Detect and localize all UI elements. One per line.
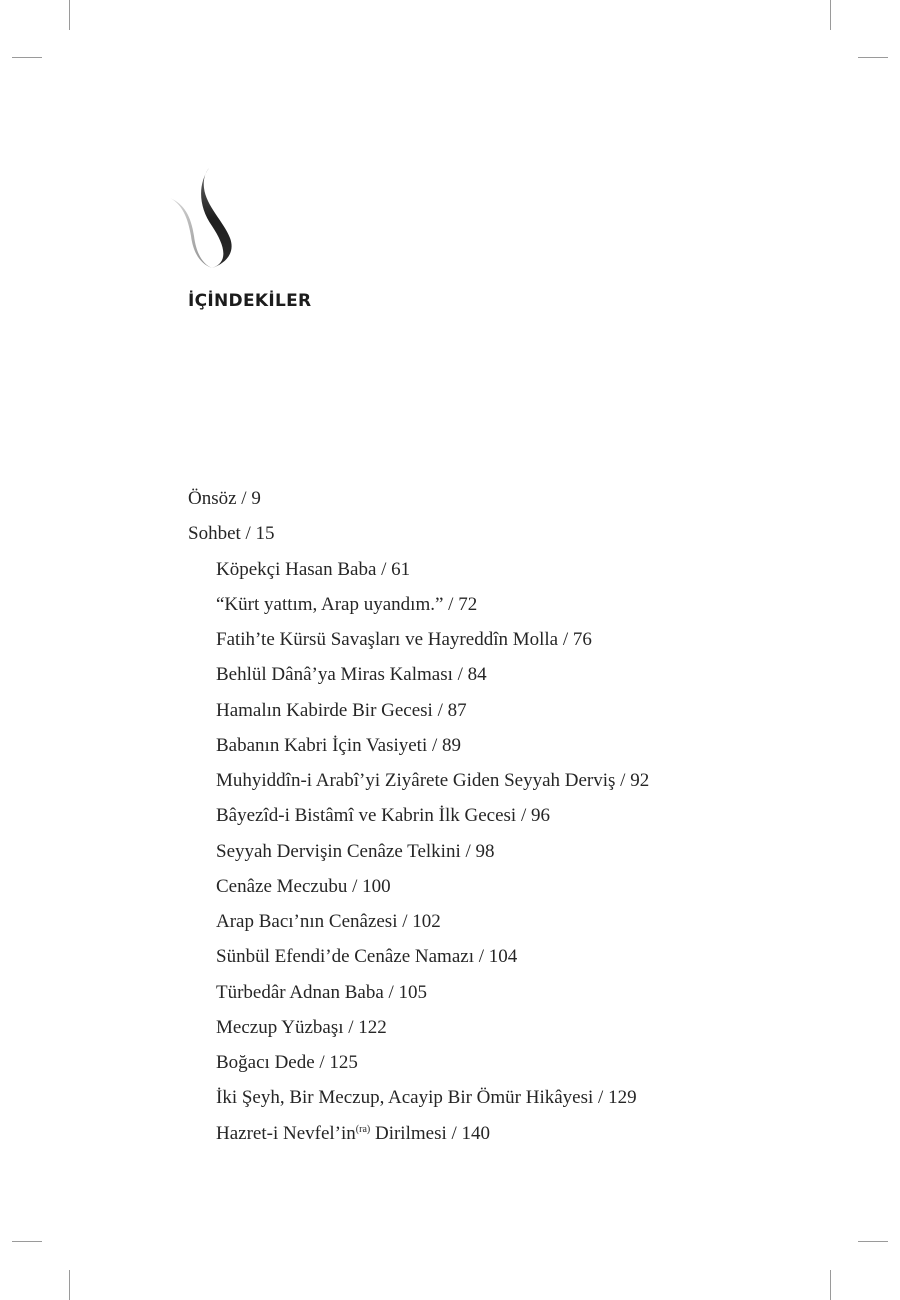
toc-entry-superscript: (ra): [355, 1123, 371, 1135]
crop-mark-bottom-left-horizontal: [12, 1241, 42, 1242]
toc-entry[interactable]: Meczup Yüzbaşı / 122: [216, 1016, 387, 1038]
toc-entry-text-after: Dirilmesi / 140: [370, 1122, 491, 1144]
toc-entry[interactable]: İki Şeyh, Bir Meczup, Acayip Bir Ömür Hikâyesi / 129: [216, 1087, 637, 1109]
toc-entry[interactable]: Seyyah Dervişin Cenâze Telkini / 98: [216, 840, 495, 862]
toc-entry[interactable]: Bâyezîd-i Bistâmî ve Kabrin İlk Gecesi / 96: [216, 805, 550, 827]
toc-entry[interactable]: Boğacı Dede / 125: [216, 1052, 358, 1073]
toc-entry[interactable]: Babanın Kabri İçin Vasiyeti / 89: [216, 734, 462, 756]
toc-entry-last[interactable]: [188, 1120, 649, 1155]
crop-mark-top-left-horizontal: [12, 57, 42, 58]
toc-entry[interactable]: Sünbül Efendi’de Cenâze Namazı / 104: [216, 946, 518, 968]
toc-entry[interactable]: Cenâze Meczubu / 100: [216, 875, 391, 897]
crop-mark-top-left-vertical: [69, 0, 70, 30]
toc-entry[interactable]: Behlül Dânâ’ya Miras Kalması / 84: [216, 664, 487, 686]
toc-entry[interactable]: Köpekçi Hasan Baba / 61: [216, 558, 411, 580]
crop-mark-top-right-horizontal: [858, 57, 888, 58]
crop-mark-bottom-left-vertical: [69, 1270, 70, 1300]
toc-entry[interactable]: Muhyiddîn-i Arabî’yi Ziyârete Giden Seyyah Derviş / 92: [216, 770, 650, 791]
toc-entry[interactable]: Fatih’te Kürsü Savaşları ve Hayreddîn Molla / 76: [216, 629, 592, 650]
crop-mark-bottom-right-horizontal: [858, 1241, 888, 1242]
crop-mark-top-right-vertical: [830, 0, 831, 30]
table-of-contents: [188, 485, 649, 1155]
tulip-stroke-icon: [168, 166, 240, 272]
toc-entry[interactable]: Hamalın Kabirde Bir Gecesi / 87: [216, 699, 467, 721]
crop-mark-bottom-right-vertical: [830, 1270, 831, 1300]
toc-entry[interactable]: Arap Bacı’nın Cenâzesi / 102: [216, 911, 441, 932]
page-title: İÇİNDEKİLER: [188, 291, 312, 311]
toc-entry[interactable]: Sohbet / 15: [188, 523, 275, 545]
toc-entry[interactable]: Türbedâr Adnan Baba / 105: [216, 981, 428, 1003]
toc-entry[interactable]: “Kürt yattım, Arap uyandım.” / 72: [216, 593, 478, 615]
toc-entry-text-before: Hazret-i Nevfel’in: [216, 1122, 356, 1144]
toc-entry[interactable]: Önsöz / 9: [188, 488, 261, 509]
